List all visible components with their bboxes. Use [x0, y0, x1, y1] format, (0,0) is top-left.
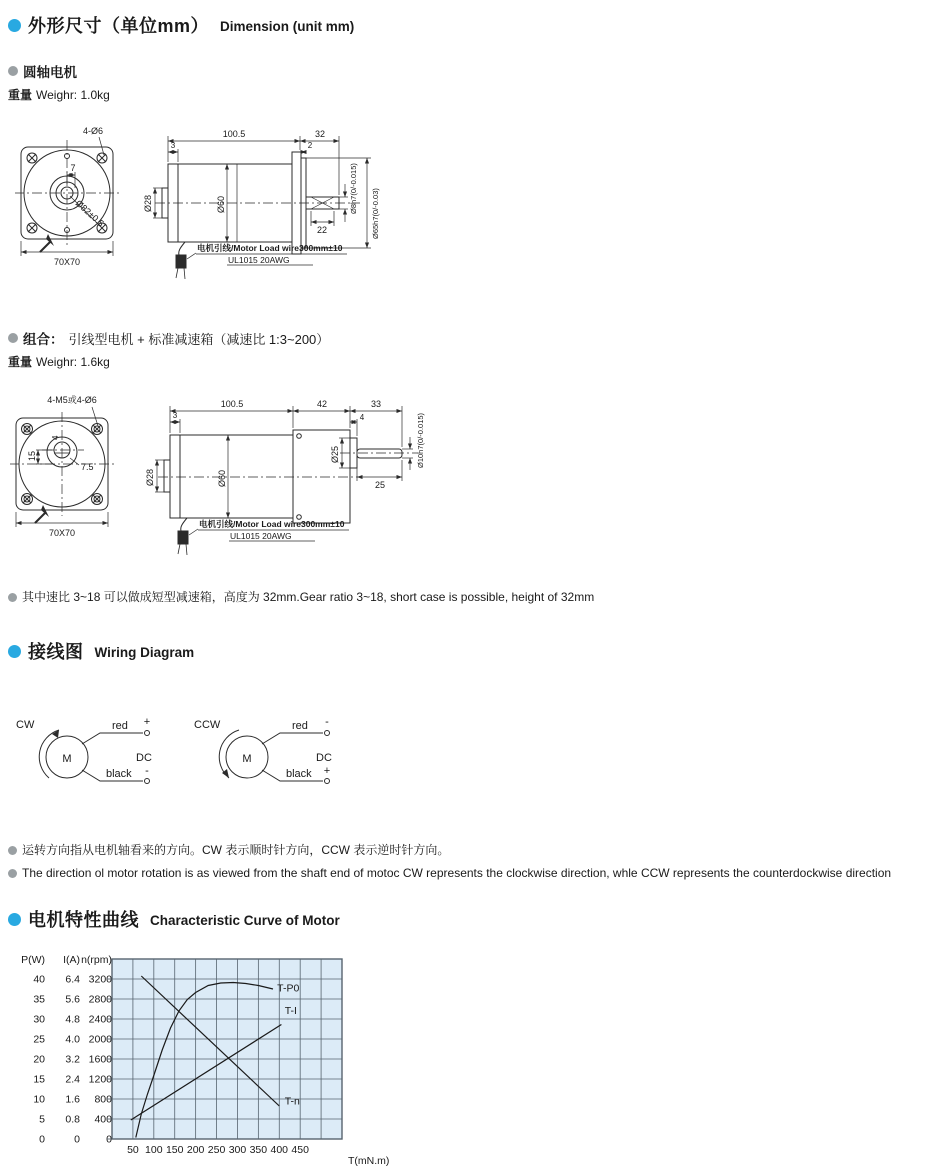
cw-plus-sign: + — [143, 716, 151, 728]
section-curve-title-zh: 电机特性曲线 — [28, 910, 139, 930]
motor1-corner-holes-label: 4-Ø6 — [82, 126, 104, 136]
motor2-dimension-drawing — [10, 390, 440, 565]
cw-dc-label: DC — [136, 752, 152, 764]
motor2-weight-label: 重量 — [8, 355, 33, 369]
section-wiring-title-en: Wiring Diagram — [94, 645, 195, 660]
motor2-corner-holes-label: 4-M5或4-Ø6 — [47, 395, 97, 405]
motor1-pilot-label: Ø82±0.5 — [73, 198, 106, 229]
y-tick-label: 1600 — [88, 1053, 112, 1066]
x-tick-label: 150 — [165, 1144, 184, 1156]
direction-note-zh — [8, 843, 928, 858]
gray-bullet-icon — [8, 846, 17, 855]
direction-note-en-text: The direction ol motor rotation is as viewed from the shaft end of motoc CW represents the clockwise direction, whle CCW represents the counterdockwise direction — [22, 866, 892, 880]
series-label-T-I: T-I — [284, 1005, 297, 1017]
ccw-minus-sign: - — [325, 716, 329, 728]
section-wiring-heading — [8, 638, 194, 664]
gear-ratio-note-text: 其中速比 3~18 可以做成短型减速箱，高度为 32mm.Gear ratio 3~18, short case is possible, height of 32mm — [22, 590, 595, 604]
y-tick-label: 6.4 — [65, 973, 80, 986]
y-tick-label: 35 — [33, 993, 45, 1006]
y-tick-label: 20 — [33, 1053, 45, 1066]
motor2-gear-length-label: 42 — [316, 399, 328, 409]
section-curve-heading — [8, 906, 340, 932]
y-tick-label: 3200 — [88, 973, 112, 986]
motor2-section-arrow-icon — [35, 505, 49, 523]
cw-minus-sign: - — [145, 765, 149, 777]
motor1-body-dia-label: Ø60 — [216, 195, 226, 213]
combo-label-rest: 引线型电机 + 标准减速箱（减速比 1:3~200） — [68, 331, 330, 347]
motor2-weight-value: Weighr: 1.6kg — [36, 355, 110, 369]
motor1-rear-dia-label: Ø28 — [143, 194, 153, 212]
section-dimension-title-zh: 外形尺寸（单位mm） — [28, 16, 210, 36]
motor2-square-label: 70X70 — [48, 528, 76, 538]
motor1-dimension-drawing — [15, 122, 415, 287]
motor1-dim2-label: 2 — [307, 141, 313, 150]
motor2-rear-dia-label: Ø28 — [145, 468, 155, 486]
motor2-weight — [8, 353, 110, 370]
motor1-dim3-label: 3 — [170, 141, 176, 150]
gray-bullet-icon — [8, 333, 18, 343]
motor2-length-label: 100.5 — [220, 399, 244, 409]
wiring-ccw-circuit — [219, 730, 329, 784]
ccw-red-wire-label: red — [292, 720, 308, 732]
motor2-shaft-length-label: 33 — [370, 399, 382, 409]
wiring-cw-circuit — [39, 730, 149, 784]
blue-bullet-icon — [8, 645, 21, 658]
axis-header: n(rpm) — [81, 954, 112, 966]
y-tick-label: 800 — [94, 1093, 112, 1106]
motor2-wire-note-line1: 电机引线/Motor Load wire300mm±10 — [199, 519, 345, 529]
y-tick-label: 15 — [33, 1073, 45, 1086]
y-tick-label: 1.6 — [65, 1093, 80, 1106]
x-axis-title: T(mN.m) — [348, 1155, 390, 1167]
motor2-boss-dia-label: Ø25 — [330, 445, 340, 463]
ccw-black-wire-label: black — [286, 768, 312, 780]
motor1-wire-note-line2: UL1015 20AWG — [228, 255, 290, 265]
y-tick-label: 2000 — [88, 1033, 112, 1046]
axis-header: P(W) — [21, 954, 45, 966]
ccw-plus-sign: + — [323, 765, 331, 777]
motor2-dim3-label: 3 — [172, 411, 178, 420]
combo-subheading — [8, 328, 329, 348]
y-tick-label: 3.2 — [65, 1053, 80, 1066]
ccw-label: CCW — [194, 719, 221, 731]
motor1-wire-note-line1: 电机引线/Motor Load wire300mm±10 — [197, 243, 343, 253]
motor1-length-label: 100.5 — [222, 129, 246, 139]
y-tick-label: 0.8 — [65, 1113, 80, 1126]
motor2-side-gearbox — [293, 430, 350, 523]
y-tick-label: 5 — [39, 1113, 45, 1126]
series-label-T-P0: T-P0 — [277, 982, 300, 995]
motor1-pilot-dia-label: Ø65h7(0/-0.03) — [371, 188, 380, 239]
round-shaft-motor-subheading — [8, 61, 77, 81]
motor2-wire-note-line2: UL1015 20AWG — [230, 531, 292, 541]
y-tick-label: 40 — [33, 973, 45, 986]
y-tick-label: 400 — [94, 1113, 112, 1126]
y-tick-label: 30 — [33, 1013, 45, 1026]
section-dimension-heading — [8, 12, 354, 38]
y-tick-label: 4.8 — [65, 1013, 80, 1026]
motor2-dim15-label: 15 — [27, 450, 37, 461]
x-tick-label: 300 — [228, 1144, 247, 1156]
x-tick-label: 450 — [291, 1144, 309, 1156]
direction-note-en — [8, 866, 938, 881]
motor2-body-dia-label: Ø60 — [217, 469, 227, 487]
direction-note-zh-text: 运转方向指从电机轴看来的方向。CW 表示顺时针方向，CCW 表示逆时针方向。 — [22, 843, 450, 857]
y-tick-label: 2400 — [88, 1013, 112, 1026]
gray-bullet-icon — [8, 66, 18, 76]
blue-bullet-icon — [8, 913, 21, 926]
cw-red-wire-label: red — [112, 720, 128, 732]
motor1-weight-label: 重量 — [8, 88, 33, 102]
blue-bullet-icon — [8, 19, 21, 32]
motor1-shaft-length-label: 32 — [314, 129, 326, 139]
y-tick-label: 1200 — [88, 1073, 112, 1086]
motor2-shaft-dia-label: Ø10h7(0/-0.015) — [416, 412, 425, 468]
x-tick-label: 100 — [145, 1144, 163, 1156]
y-tick-label: 5.6 — [65, 993, 80, 1006]
motor2-dim75-label: 7.5 — [81, 462, 94, 472]
y-tick-label: 0 — [106, 1133, 112, 1146]
motor2-dim4-front-label: 4 — [51, 435, 60, 440]
cw-black-wire-label: black — [106, 768, 132, 780]
y-tick-label: 2.4 — [65, 1073, 80, 1086]
x-tick-label: 200 — [186, 1144, 205, 1156]
axis-header: I(A) — [63, 954, 80, 966]
y-tick-label: 4.0 — [65, 1033, 80, 1046]
ccw-dc-label: DC — [316, 752, 332, 764]
motor1-weight-value: Weighr: 1.0kg — [36, 88, 110, 102]
motor1-flat-length-label: 22 — [316, 225, 328, 235]
x-tick-label: 350 — [249, 1144, 268, 1156]
motor2-side-body — [170, 435, 293, 518]
x-tick-label: 50 — [127, 1144, 139, 1156]
gray-bullet-icon — [8, 869, 17, 878]
cw-label: CW — [16, 719, 35, 731]
series-label-T-n: T-n — [284, 1095, 300, 1108]
motor2-side-shaft — [357, 449, 402, 458]
plot-area — [112, 959, 342, 1139]
motor1-weight — [8, 86, 110, 103]
section-wiring-title-zh: 接线图 — [28, 642, 84, 662]
motor2-shaft-usable-label: 25 — [374, 480, 386, 490]
motor1-square-label: 70X70 — [53, 257, 81, 267]
y-tick-label: 10 — [33, 1093, 45, 1106]
ccw-motor-symbol: M — [242, 753, 252, 765]
characteristic-curve-chart — [12, 943, 397, 1168]
y-tick-label: 0 — [74, 1133, 80, 1146]
y-tick-label: 2800 — [88, 993, 112, 1006]
y-tick-label: 25 — [33, 1033, 45, 1046]
gray-bullet-icon — [8, 593, 17, 602]
wiring-diagram — [8, 712, 368, 817]
section-curve-title-en: Characteristic Curve of Motor — [150, 913, 340, 928]
round-shaft-motor-label: 圆轴电机 — [23, 65, 77, 80]
motor2-dim4-side-label: 4 — [359, 413, 365, 422]
x-tick-label: 250 — [207, 1144, 226, 1156]
combo-label-bold: 组合： — [23, 332, 64, 347]
y-tick-label: 0 — [39, 1133, 45, 1146]
motor1-shaft-dia-label: Ø8h7(0/-0.015) — [349, 163, 358, 214]
section-dimension-title-en: Dimension (unit mm) — [220, 19, 355, 34]
motor1-section-arrow-icon — [40, 234, 54, 252]
cw-motor-symbol: M — [62, 753, 72, 765]
gear-ratio-note — [8, 590, 908, 605]
motor1-dim7-label: 7 — [70, 163, 76, 173]
x-tick-label: 400 — [270, 1144, 289, 1156]
